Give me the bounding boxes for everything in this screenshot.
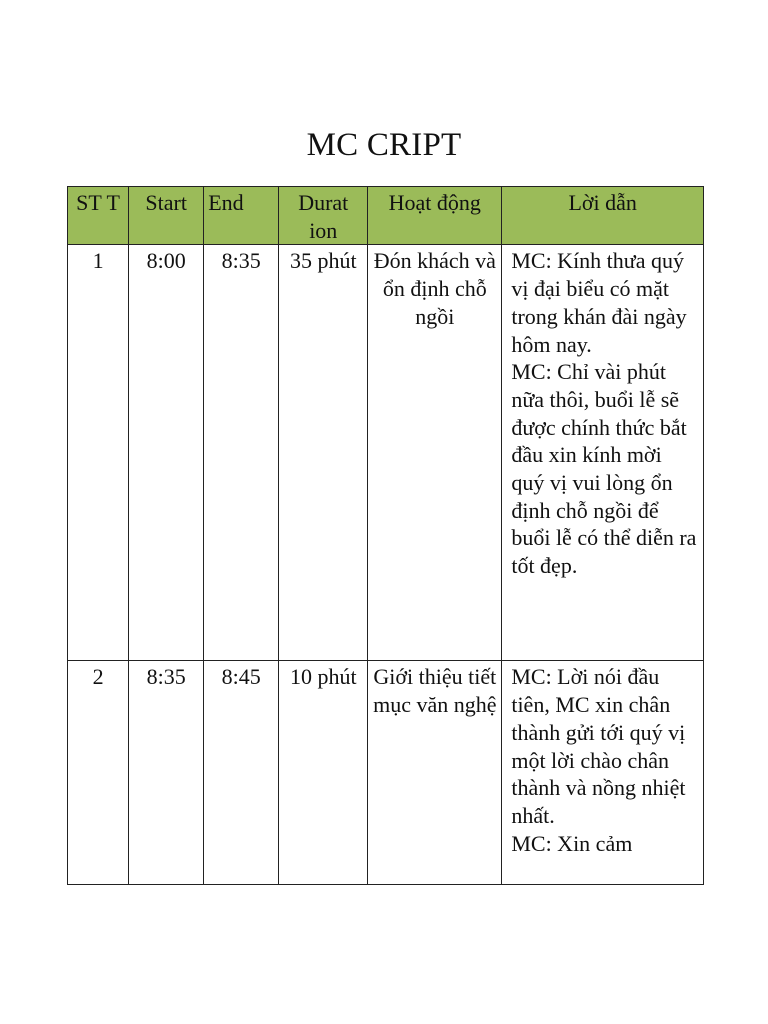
cell-start: 8:35 bbox=[129, 661, 204, 885]
cell-activity: Giới thiệu tiết mục văn nghệ bbox=[368, 661, 502, 885]
cell-stt: 2 bbox=[68, 661, 129, 885]
header-row bbox=[68, 187, 704, 245]
cell-stt: 1 bbox=[68, 245, 129, 661]
header-start: Start bbox=[129, 187, 204, 245]
header-activity: Hoạt động bbox=[368, 187, 502, 245]
cell-duration: 35 phút bbox=[279, 245, 368, 661]
header-stt: ST T bbox=[68, 187, 129, 245]
mc-script-table bbox=[67, 186, 704, 885]
speech-line: MC: Lời nói đầu tiên, MC xin chân thành gửi tới quý vị một lời chào chân thành và nồng nhiệt nhất. bbox=[511, 664, 686, 828]
cell-end: 8:35 bbox=[204, 245, 279, 661]
header-end: End bbox=[204, 187, 279, 245]
cell-speech bbox=[502, 661, 704, 885]
cell-start: 8:00 bbox=[129, 245, 204, 661]
cell-speech bbox=[502, 245, 704, 661]
header-duration: Durat ion bbox=[279, 187, 368, 245]
table-header bbox=[68, 187, 704, 245]
page-title: MC CRIPT bbox=[306, 127, 462, 163]
speech-line: MC: Kính thưa quý vị đại biểu có mặt trong khán đài ngày hôm nay. bbox=[511, 248, 687, 357]
table-row bbox=[68, 661, 704, 885]
speech-line: MC: Chỉ vài phút nữa thôi, buổi lễ sẽ được chính thức bắt đầu xin kính mời quý vị vui lòng ổn định chỗ ngồi để buổi lễ có thể diễn ra tốt đẹp. bbox=[511, 359, 697, 579]
speech-line: MC: Xin cảm bbox=[511, 830, 633, 856]
cell-duration: 10 phút bbox=[279, 661, 368, 885]
cell-activity: Đón khách và ổn định chỗ ngồi bbox=[368, 245, 502, 661]
table-row bbox=[68, 245, 704, 661]
header-speech: Lời dẫn bbox=[502, 187, 704, 245]
cell-end: 8:45 bbox=[204, 661, 279, 885]
